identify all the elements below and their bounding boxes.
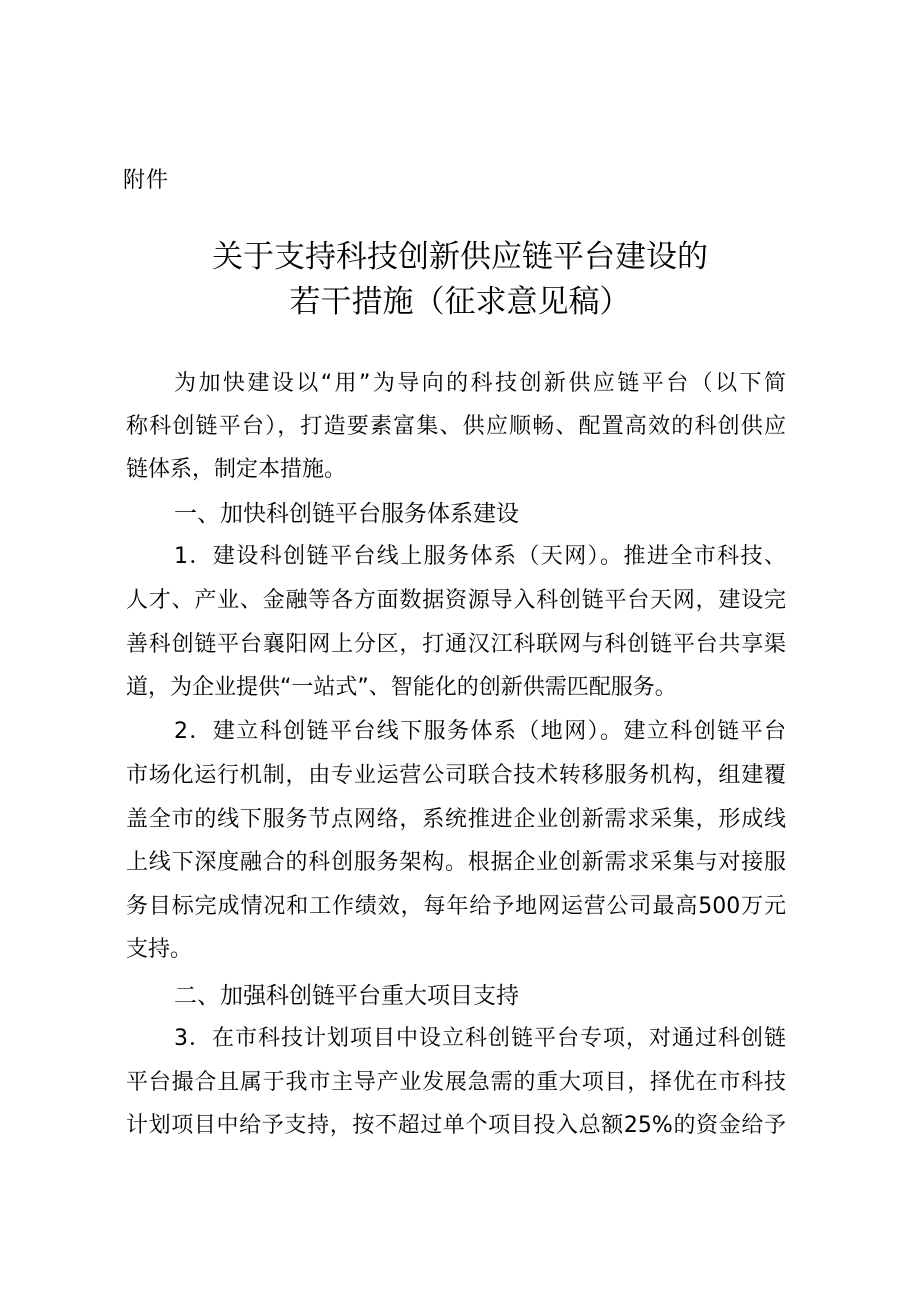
item-2-line: 市场化运行机制，由专业运营公司联合技术转移服务机构，组建覆 — [126, 763, 786, 788]
item-1-line: 人才、产业、金融等各方面数据资源导入科创链平台天网，建设完 — [126, 588, 786, 613]
item-2-line: 2．建立科创链平台线下服务体系（地网）。建立科创链平台 — [174, 719, 786, 744]
item-3-line: 平台撮合且属于我市主导产业发展急需的重大项目，择优在市科技 — [126, 1070, 786, 1095]
item-1-line: 道，为企业提供“一站式”、智能化的创新供需匹配服务。 — [126, 675, 677, 700]
section-heading-2: 二、加强科创链平台重大项目支持 — [174, 983, 519, 1009]
intro-line: 为加快建设以“用”为导向的科技创新供应链平台（以下简 — [174, 371, 786, 396]
item-2-line: 支持。 — [126, 937, 193, 962]
item-3-line: 3．在市科技计划项目中设立科创链平台专项，对通过科创链 — [174, 1026, 786, 1051]
item-2-line: 上线下深度融合的科创服务架构。根据企业创新需求采集与对接服 — [126, 850, 786, 875]
intro-line: 称科创链平台），打造要素富集、供应顺畅、配置高效的科创供应 — [126, 414, 786, 439]
item-2-line: 盖全市的线下服务节点网络，系统推进企业创新需求采集，形成线 — [126, 807, 786, 832]
document-title-line-2: 若干措施（征求意见稿） — [289, 284, 631, 320]
item-1-line: 1．建设科创链平台线上服务体系（天网）。推进全市科技、 — [174, 544, 786, 569]
item-1-line: 善科创链平台襄阳网上分区，打通汉江科联网与科创链平台共享渠 — [126, 632, 786, 657]
item-2-line: 务目标完成情况和工作绩效，每年给予地网运营公司最高500万元 — [126, 894, 786, 919]
document-title-line-1: 关于支持科技创新供应链平台建设的 — [212, 239, 708, 275]
intro-line: 链体系，制定本措施。 — [126, 457, 347, 482]
item-3-line: 计划项目中给予支持，按不超过单个项目投入总额25%的资金给予 — [126, 1113, 786, 1138]
attachment-label: 附件 — [123, 168, 170, 193]
section-heading-1: 一、加快科创链平台服务体系建设 — [174, 501, 519, 527]
